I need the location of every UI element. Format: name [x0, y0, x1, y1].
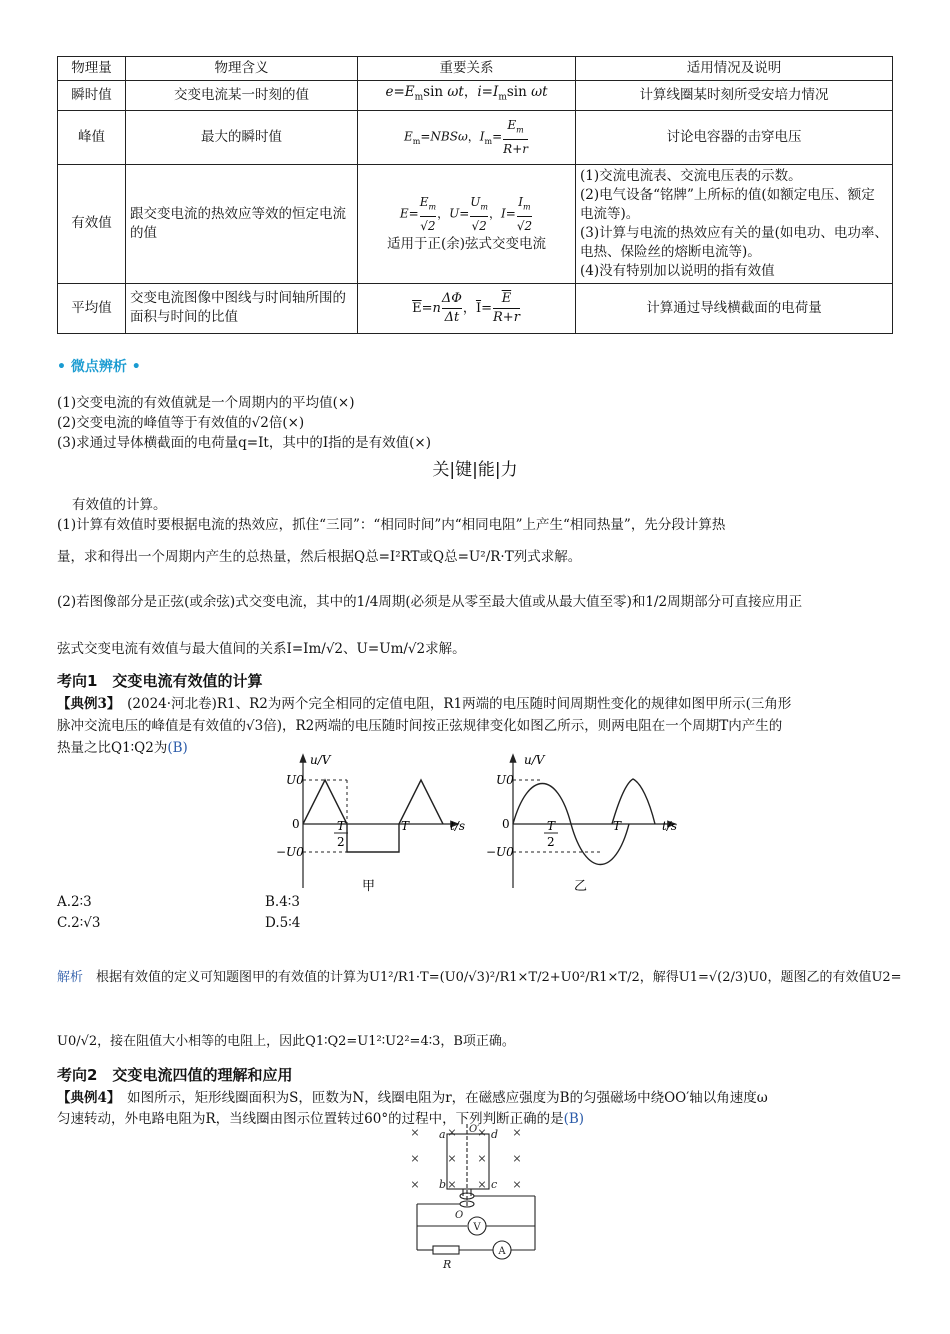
fig-b-zero: 0: [502, 817, 510, 831]
fig-b-t-label: t/s: [662, 819, 678, 833]
axis-label-bottom: O: [455, 1210, 464, 1221]
direction-1-title: 考向1 交变电流有效值的计算: [57, 672, 263, 690]
micro-title: • 微点辨析 •: [57, 359, 141, 375]
field-cross: ×: [447, 1152, 457, 1165]
field-cross: ×: [410, 1178, 420, 1191]
table-row-effective: [58, 164, 893, 283]
ammeter-icon: A: [498, 1246, 506, 1257]
coil-label-a: a: [439, 1128, 446, 1141]
para2-line2: 弦式交变电流有效值与最大值间的关系I=Im/√2、U=Um/√2求解。: [57, 641, 466, 657]
fig-b-T: T: [613, 819, 622, 833]
fig-a-caption: 甲: [362, 879, 376, 894]
row-meaning: 交变电流某一时刻的值: [126, 81, 358, 111]
analysis-line1: 解析 根据有效值的定义可知题图甲的有效值的计算为U1²/R1·T=(U0/√3)²/R1×T/2+U0²/R1×T/2，解得U1=√(2/3)U0，题图乙的有效值U2=: [57, 970, 902, 985]
field-cross: ×: [447, 1126, 457, 1139]
fig-a-u-label: u/V: [310, 753, 331, 767]
intro-text: 有效值的计算。: [72, 497, 167, 513]
resistor-label: R: [443, 1258, 452, 1271]
row-meaning: 最大的瞬时值: [126, 110, 358, 164]
row-name: 瞬时值: [58, 81, 126, 111]
field-cross: ×: [512, 1152, 522, 1165]
table-header-row: [58, 57, 893, 81]
micro-item: (2)交变电流的峰值等于有效值的√2倍(×): [57, 415, 305, 431]
option-a[interactable]: A.2∶3: [57, 894, 92, 910]
para2-line1: (2)若图像部分是正弦(或余弦)式交变电流，其中的1/4周期(必须是从零至最大值或从最大值至零)和1/2周期部分可直接应用正: [57, 594, 803, 610]
example4-line1: 【典例4】 如图所示，矩形线圈面积为S，匝数为N，线圈电阻为r，在磁感应强度为B的匀强磁场中绕OO′轴以角速度ω: [57, 1090, 768, 1106]
example3-answer: (B): [167, 740, 188, 756]
row-usage: 计算通过导线横截面的电荷量: [576, 283, 893, 333]
four-values-table: [57, 56, 893, 334]
field-cross: ×: [477, 1126, 487, 1139]
fig-a-t-half-num: T: [337, 819, 346, 833]
field-cross: ×: [410, 1126, 420, 1139]
coil-label-d: d: [491, 1128, 499, 1141]
row-usage: 讨论电容器的击穿电压: [576, 110, 893, 164]
example4-answer: (B): [563, 1111, 585, 1127]
fig-a-zero: 0: [292, 817, 300, 831]
field-cross: ×: [410, 1152, 420, 1165]
row-name: 有效值: [58, 164, 126, 283]
usage-line: (1)交流电流表、交流电压表的示数。: [580, 167, 802, 184]
fig-b-u-label: u/V: [524, 753, 545, 767]
table-row-average: [58, 283, 893, 333]
example3-line2: 脉冲交流电压的峰值是有效值的√3倍)，R2两端的电压随时间按正弦规律变化如图乙所示，则两电阻在一个周期T内产生的: [57, 718, 783, 734]
table-row-instant: [58, 81, 893, 111]
usage-line: (4)没有特别加以说明的指有效值: [580, 262, 775, 279]
section-title: 关|键|能|力: [432, 460, 518, 480]
row-name: 峰值: [58, 110, 126, 164]
axis-label-top: O′: [469, 1124, 480, 1135]
direction-2-title: 考向2 交变电流四值的理解和应用: [57, 1066, 293, 1084]
fig-a-t-label: t/s: [450, 819, 466, 833]
micro-item: (1)交变电流的有效值就是一个周期内的平均值(×): [57, 395, 355, 411]
example3-line3: 热量之比Q1∶Q2为(B): [57, 740, 188, 756]
fig-a-neg-u0: −U0: [276, 845, 304, 859]
example4-circuit: [405, 1124, 550, 1274]
fig-a-t-half-den: 2: [337, 835, 345, 849]
option-d[interactable]: D.5∶4: [265, 915, 301, 931]
voltmeter-icon: V: [473, 1222, 481, 1233]
example4-line2: 匀速转动，外电路电阻为R，当线圈由图示位置转过60°的过程中，下列判断正确的是(B): [57, 1111, 585, 1127]
fig-b-t-half-num: T: [547, 819, 556, 833]
fig-b-t-half-den: 2: [547, 835, 555, 849]
example3-figures: [270, 748, 700, 898]
relation-note: 适用于正(余)弦式交变电流: [386, 236, 547, 253]
header-quantity: 物理量: [58, 57, 126, 81]
fig-b-u0: U0: [496, 773, 514, 787]
row-usage: [576, 164, 893, 283]
row-name: 平均值: [58, 283, 126, 333]
row-usage: 计算线圈某时刻所受安培力情况: [576, 81, 893, 111]
coil-label-b: b: [439, 1178, 447, 1191]
table-row-peak: [58, 110, 893, 164]
field-cross: ×: [512, 1178, 522, 1191]
fig-a-T: T: [401, 819, 410, 833]
analysis-line2: U0/√2，接在阻值大小相等的电阻上，因此Q1∶Q2=U1²∶U2²=4∶3，B项正确。: [57, 1034, 515, 1049]
fig-b-neg-u0: −U0: [486, 845, 514, 859]
field-cross: ×: [477, 1152, 487, 1165]
option-b[interactable]: B.4∶3: [265, 894, 300, 910]
para1-line2: 量，求和得出一个周期内产生的总热量，然后根据Q总=I²RT或Q总=U²/R·T列式求解。: [57, 549, 582, 565]
row-meaning: 跟交变电流的热效应等效的恒定电流的值: [126, 164, 358, 283]
row-meaning: 交变电流图像中图线与时间轴所围的面积与时间的比值: [126, 283, 358, 333]
fig-b-caption: 乙: [574, 879, 588, 894]
header-meaning: 物理含义: [126, 57, 358, 81]
option-c[interactable]: C.2∶√3: [57, 915, 101, 931]
usage-line: (2)电气设备“铭牌”上所标的值(如额定电压、额定电流等)。: [580, 186, 875, 222]
field-cross: ×: [447, 1178, 457, 1191]
row-relation: $\overline{E}=n$ $\frac{\Delta\Phi}{\Delta t}$ ，$\overline{I}=$ $\frac{\overline{E}}{R+r}$: [358, 283, 576, 333]
coil-label-c: c: [491, 1178, 498, 1191]
header-relation: 重要关系: [358, 57, 576, 81]
field-cross: ×: [512, 1126, 522, 1139]
para1-line1: (1)计算有效值时要根据电流的热效应，抓住“三同”：“相同时间”内“相同电阻”上产生“相同热量”，先分段计算热: [57, 517, 726, 533]
micro-item: (3)求通过导体横截面的电荷量q=It，其中的I指的是有效值(×): [57, 435, 432, 451]
figure-b-sine: [513, 758, 672, 888]
fig-a-u0: U0: [286, 773, 304, 787]
figure-a-triangle-pulse: [303, 758, 455, 888]
header-usage: 适用情况及说明: [576, 57, 893, 81]
row-relation: $E_m=NBS\omega$，$I_m=$ $\frac{E_m}{R+r}$: [358, 110, 576, 164]
row-relation: $e=E_m\sin$ ωt，$i=I_m\sin$ ωt: [358, 81, 576, 111]
usage-line: (3)计算与电流的热效应有关的量(如电功、电功率、电热、保险丝的熔断电流等)。: [580, 224, 888, 260]
example3-line1: 【典例3】 (2024·河北卷)R1、R2为两个完全相同的定值电阻，R1两端的电压随时间周期性变化的规律如图甲所示(三角形: [57, 696, 792, 712]
field-cross: ×: [477, 1178, 487, 1191]
row-relation: E= $\frac{E_m}{√2}$ ，U= $\frac{U_m}{√2}$ ，I= $\frac{I_m}{√2}$ 适用于正(余)弦式交变电流: [358, 164, 576, 283]
